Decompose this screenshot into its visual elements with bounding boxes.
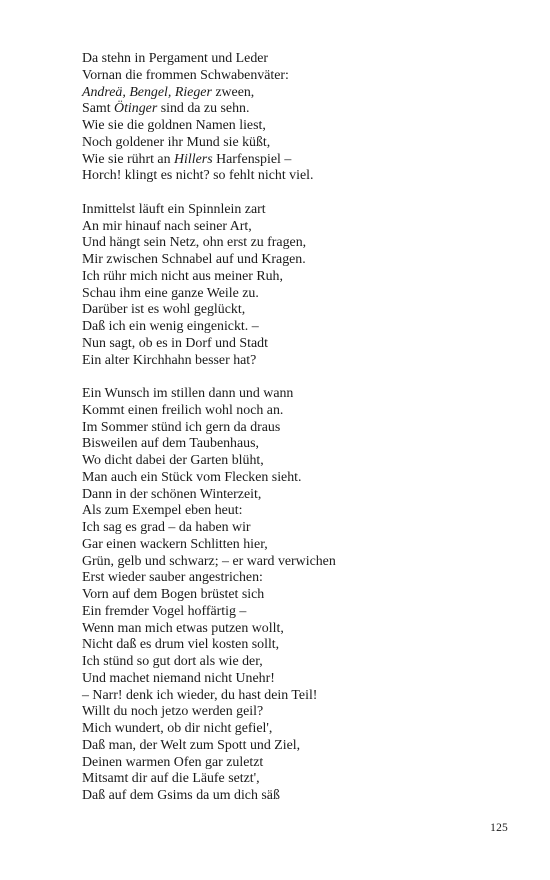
line-text: Man auch ein Stück vom Flecken sieht. <box>82 469 302 485</box>
poem-line <box>82 688 502 705</box>
line-text: Ich rühr mich nicht aus meiner Ruh, <box>82 268 283 284</box>
line-text: Da stehn in Pergament und Leder <box>82 51 269 66</box>
italic-name: Hillers <box>174 151 213 167</box>
italic-name: Andreä, Bengel, Rieger <box>82 84 212 100</box>
poem-line <box>82 152 502 169</box>
poem-line <box>82 202 502 219</box>
line-text: Vornan die frommen Schwabenväter: <box>82 67 289 83</box>
poem-line <box>82 487 502 504</box>
line-text: Nun sagt, ob es in Dorf und Stadt <box>82 335 268 351</box>
poem-line <box>82 671 502 688</box>
poem-line <box>82 235 502 252</box>
line-text: Samt <box>82 101 115 117</box>
line-text: Ich sag es grad – da haben wir <box>82 520 251 535</box>
poem-line <box>82 336 502 353</box>
stanza <box>82 202 502 370</box>
line-text: Und machet niemand nicht Unehr! <box>82 670 275 686</box>
line-text: Ein Wunsch im stillen dann und wann <box>82 386 294 401</box>
poem-line <box>82 554 502 571</box>
poem-line <box>82 470 502 487</box>
poem-line <box>82 537 502 554</box>
line-text: Horch! klingt es nicht? so fehlt nicht viel. <box>82 168 314 184</box>
line-text: Ich stünd so gut dort als wie der, <box>82 654 263 669</box>
stanza <box>82 51 502 185</box>
line-text: Im Sommer stünd ich gern da draus <box>82 419 281 435</box>
poem-line <box>82 704 502 721</box>
poem-line <box>82 101 502 118</box>
line-text: zween, <box>211 84 255 100</box>
line-text: Daß ich ein wenig eingenickt. – <box>82 319 259 334</box>
poem-line <box>82 286 502 303</box>
poem-line <box>82 319 502 336</box>
line-text: Und hängt sein Netz, ohn erst zu fragen, <box>82 235 307 251</box>
line-text: Mich wundert, ob dir nicht gefiel', <box>82 721 273 736</box>
poem-line <box>82 68 502 85</box>
poem-line <box>82 570 502 587</box>
line-text: – Narr! denk ich wieder, du hast dein Teil! <box>82 687 318 703</box>
poem-line <box>82 85 502 102</box>
poem-line <box>82 269 502 286</box>
poem-line <box>82 302 502 319</box>
line-text: Mitsamt dir auf die Läufe setzt', <box>82 771 260 787</box>
line-text: sind da zu sehn. <box>157 101 250 117</box>
line-text: Als zum Exempel eben heut: <box>82 503 243 519</box>
poem-line <box>82 436 502 453</box>
line-text: Willt du noch jetzo werden geil? <box>82 704 264 720</box>
poem-line <box>82 587 502 604</box>
line-text: Nicht daß es drum viel kosten sollt, <box>82 637 280 653</box>
poem-line <box>82 520 502 537</box>
line-text: Bisweilen auf dem Taubenhaus, <box>82 436 259 452</box>
line-text: Ein alter Kirchhahn besser hat? <box>82 352 257 368</box>
line-text: Vorn auf dem Bogen brüstet sich <box>82 587 265 602</box>
poem-line <box>82 738 502 755</box>
line-text: Erst wieder sauber angestrichen: <box>82 570 263 586</box>
line-text: Darüber ist es wohl geglückt, <box>82 302 246 318</box>
page-number: 125 <box>490 822 508 834</box>
line-text: Wie sie die goldnen Namen liest, <box>82 118 266 133</box>
poem-line <box>82 168 502 185</box>
stanza <box>82 386 502 805</box>
line-text: Deinen warmen Ofen gar zuletzt <box>82 754 264 770</box>
line-text: Kommt einen freilich wohl noch an. <box>82 402 284 418</box>
poem-line <box>82 637 502 654</box>
line-text: Ein fremder Vogel hoffärtig – <box>82 603 247 619</box>
line-text: Dann in der schönen Winterzeit, <box>82 486 262 502</box>
line-text: Schau ihm eine ganze Weile zu. <box>82 285 259 301</box>
line-text: Grün, gelb und schwarz; – er ward verwichen <box>82 553 336 569</box>
poem-line <box>82 604 502 621</box>
poem-line <box>82 252 502 269</box>
line-text: An mir hinauf nach seiner Art, <box>82 218 252 234</box>
poem-line <box>82 135 502 152</box>
poem-line <box>82 453 502 470</box>
line-text: Daß auf dem Gsims da um dich säß <box>82 788 280 803</box>
line-text: Mir zwischen Schnabel auf und Kragen. <box>82 252 306 267</box>
line-text: Harfenspiel – <box>212 151 292 167</box>
poem-line <box>82 771 502 788</box>
poem-line <box>82 654 502 671</box>
poem-line <box>82 621 502 638</box>
poem-line <box>82 118 502 135</box>
line-text: Daß man, der Welt zum Spott und Ziel, <box>82 737 301 753</box>
poem-line <box>82 420 502 437</box>
poem-line <box>82 503 502 520</box>
poem-line <box>82 353 502 370</box>
poem-line <box>82 403 502 420</box>
line-text: Gar einen wackern Schlitten hier, <box>82 536 268 552</box>
poem-line <box>82 721 502 738</box>
line-text: Wie sie rührt an <box>82 151 175 167</box>
poem-line <box>82 386 502 403</box>
line-text: Inmittelst läuft ein Spinnlein zart <box>82 201 266 217</box>
line-text: Wenn man mich etwas putzen wollt, <box>82 620 284 636</box>
italic-name: Ötinger <box>114 101 158 117</box>
poem-line <box>82 219 502 236</box>
poem-line <box>82 788 502 805</box>
poem-line <box>82 755 502 772</box>
poem-body <box>82 51 502 822</box>
line-text: Wo dicht dabei der Garten blüht, <box>82 453 264 468</box>
poem-line <box>82 51 502 68</box>
line-text: Noch goldener ihr Mund sie küßt, <box>82 134 271 150</box>
